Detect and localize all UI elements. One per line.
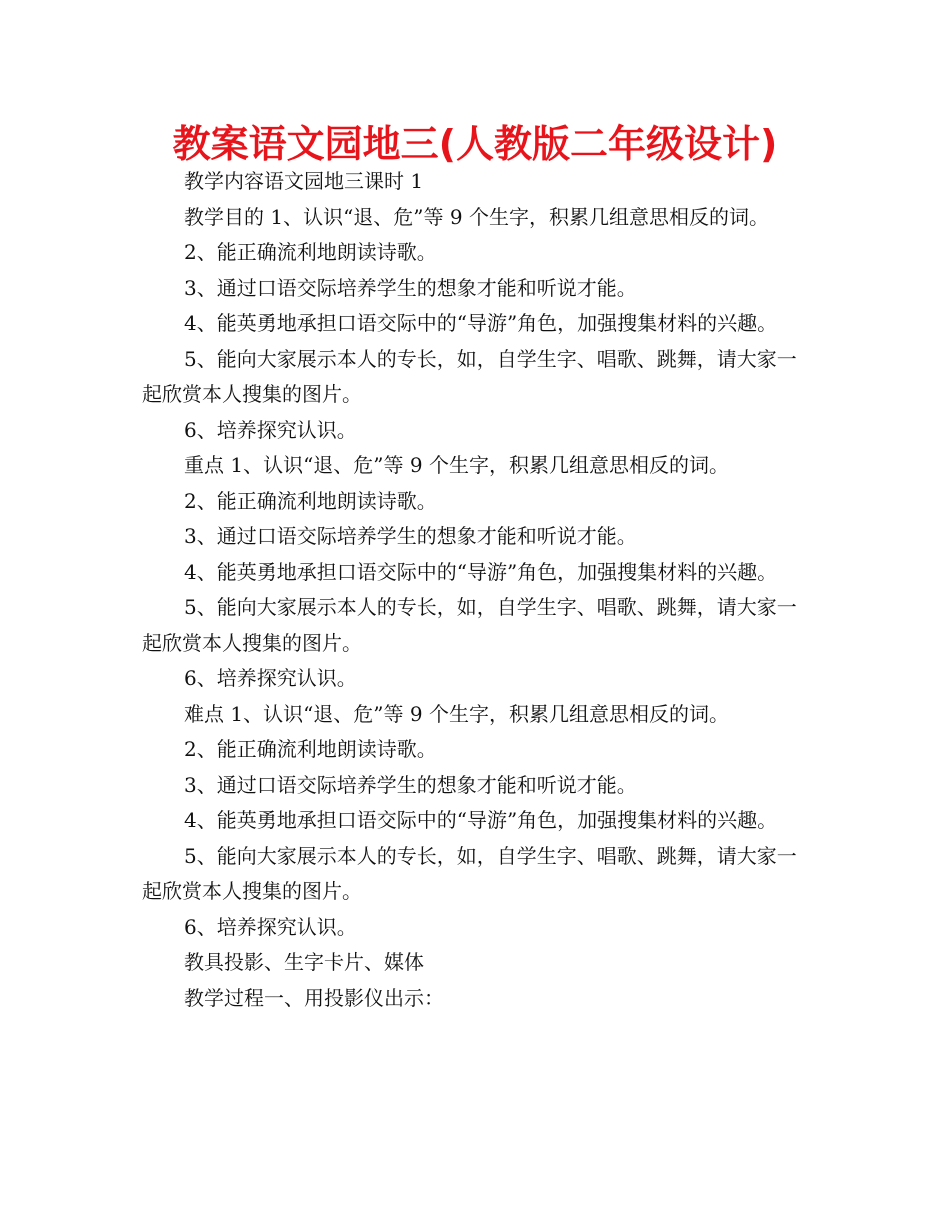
paragraph-key-point-3: 3、通过口语交际培养学生的想象才能和听说才能。 — [184, 524, 637, 548]
paragraph-difficulty-5: 5、能向大家展示本人的专长，如，自学生字、唱歌、跳舞，请大家一起欣赏本人搜集的图片。 — [142, 843, 797, 903]
paragraph-key-point-4: 4、能英勇地承担口语交际中的“导游”角色，加强搜集材料的兴趣。 — [184, 559, 778, 584]
paragraph-difficulty-2: 2、能正确流利地朗读诗歌。 — [184, 737, 437, 761]
paragraph-key-point-6: 6、培养探究认识。 — [184, 666, 357, 690]
paragraph-difficulty-4: 4、能英勇地承担口语交际中的“导游”角色，加强搜集材料的兴趣。 — [184, 808, 778, 832]
paragraph-key-point-5: 5、能向大家展示本人的专长，如，自学生字、唱歌、跳舞，请大家一起欣赏本人搜集的图片。 — [142, 595, 797, 655]
paragraph-difficulty-3: 3、通过口语交际培养学生的想象才能和听说才能。 — [184, 772, 637, 797]
paragraph-objective-5: 5、能向大家展示本人的专长，如，自学生字、唱歌、跳舞，请大家一起欣赏本人搜集的图片。 — [142, 346, 797, 406]
paragraph-content: 教学内容语文园地三课时 1 — [184, 169, 424, 193]
paragraph-key-point-2: 2、能正确流利地朗读诗歌。 — [184, 488, 437, 513]
paragraph-key-point-1: 重点 1、认识“退、危”等 9 个生字，积累几组意思相反的词。 — [184, 453, 729, 477]
paragraph-teaching-process: 教学过程一、用投影仪出示： — [184, 985, 444, 1010]
paragraph-objective-6: 6、培养探究认识。 — [184, 417, 357, 442]
document-body — [142, 164, 812, 1016]
paragraph-objective-1: 教学目的 1、认识“退、危”等 9 个生字，积累几组意思相反的词。 — [184, 204, 769, 229]
paragraph-teaching-aids: 教具投影、生字卡片、媒体 — [184, 950, 424, 974]
paragraph-objective-3: 3、通过口语交际培养学生的想象才能和听说才能。 — [184, 275, 637, 300]
paragraph-difficulty-1: 难点 1、认识“退、危”等 9 个生字，积累几组意思相反的词。 — [184, 701, 729, 726]
paragraph-difficulty-6: 6、培养探究认识。 — [184, 914, 357, 939]
paragraph-objective-4: 4、能英勇地承担口语交际中的“导游”角色，加强搜集材料的兴趣。 — [184, 311, 778, 335]
document-title: 教案语文园地三(人教版二年级设计) — [172, 122, 778, 166]
paragraph-objective-2: 2、能正确流利地朗读诗歌。 — [184, 240, 437, 264]
